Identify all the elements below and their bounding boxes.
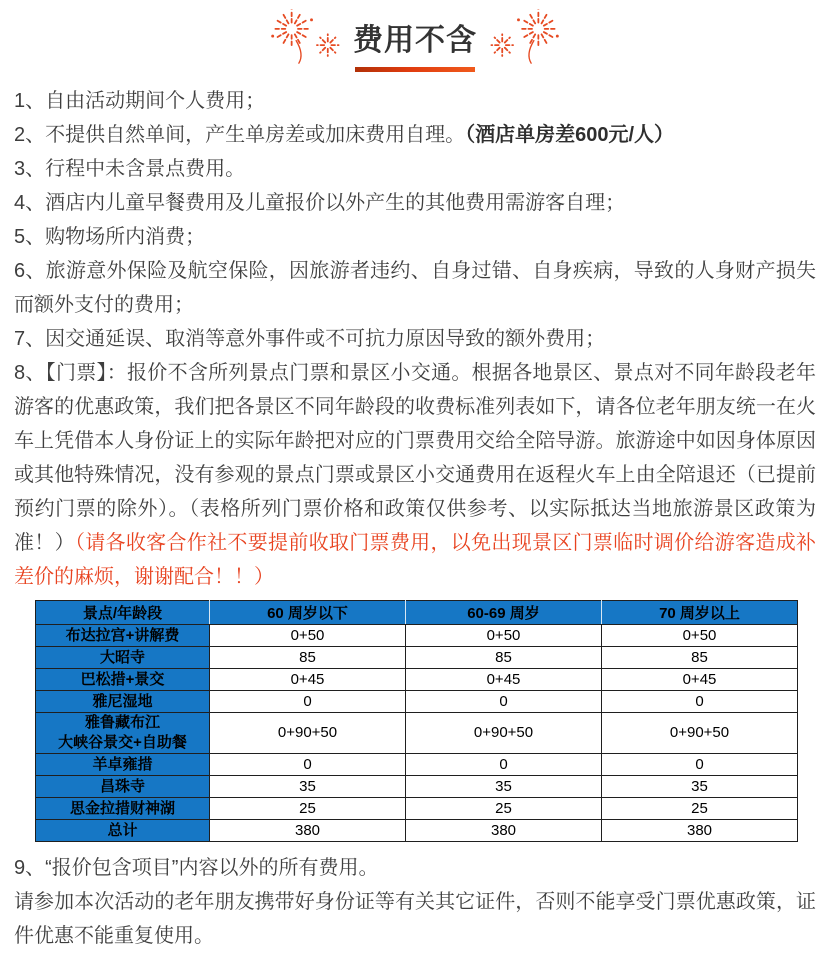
price-cell: 35: [602, 776, 798, 798]
table-row: [36, 647, 798, 669]
price-cell: 0+45: [602, 669, 798, 691]
price-cell: 0: [210, 691, 406, 713]
price-cell: 25: [602, 798, 798, 820]
price-cell: 0: [602, 691, 798, 713]
price-cell: 85: [406, 647, 602, 669]
list-item-3: [14, 152, 816, 186]
item-text: 9、“报价包含项目”内容以外的所有费用。: [14, 857, 379, 879]
price-cell: 380: [406, 820, 602, 842]
table-row: [36, 776, 798, 798]
price-cell: 0: [406, 691, 602, 713]
list-item-7: [14, 322, 816, 356]
row-label: 思金拉措财神湖: [36, 798, 210, 820]
item-text: 5、购物场所内消费；: [14, 226, 206, 248]
list-item-4: [14, 186, 816, 220]
fireworks-icon: [482, 9, 564, 65]
col-header-under60: 60 周岁以下: [210, 601, 406, 625]
item-text: 1、自由活动期间个人费用；: [14, 90, 266, 112]
page-header: [14, 8, 816, 66]
price-cell: 0+90+50: [406, 713, 602, 754]
price-cell: 0+50: [406, 625, 602, 647]
item-text: 4、酒店内儿童早餐费用及儿童报价以外产生的其他费用需游客自理；: [14, 192, 626, 214]
row-label-line2: 大峡谷景交+自助餐: [58, 734, 187, 751]
item-red-note: （请各收客合作社不要提前收取门票费用，以免出现景区门票临时调价给游客造成补差价的麻烦，谢谢配合！！）: [14, 532, 817, 588]
price-cell: 0+90+50: [602, 713, 798, 754]
price-cell: 85: [602, 647, 798, 669]
item-text: 8、【门票】：报价不含所列景点门票和景区小交通。根据各地景区、景点对不同年龄段老年游客的优惠政策，我们把各景区不同年龄段的收费标准列表如下，请各位老年朋友统一在火车上凭借本人身份证上的实际年龄把对应的门票费用交给全陪导游。旅游途中如因身体原因或其他特殊情况，没有参观的景点门票或景区小交通费用在返程火车上由全陪退还（已提前预约门票的除外）。（表格所列门票价格和政策仅供参考、以实际抵达当地旅游景区政策为准！）: [14, 362, 816, 554]
list-item-9: [14, 851, 816, 885]
col-header-60to69: 60-69 周岁: [406, 601, 602, 625]
row-label: 总计: [36, 820, 210, 842]
price-cell: 0: [406, 754, 602, 776]
table-row: [36, 691, 798, 713]
price-cell: 85: [210, 647, 406, 669]
row-label: 大昭寺: [36, 647, 210, 669]
table-row: [36, 669, 798, 691]
price-cell: 25: [406, 798, 602, 820]
item-text: 请参加本次活动的老年朋友携带好身份证等有关其它证件，否则不能享受门票优惠政策，证件优惠不能重复使用。: [14, 891, 816, 947]
price-cell: 0+50: [602, 625, 798, 647]
footer-notice: [14, 885, 816, 953]
fireworks-icon: [266, 9, 348, 65]
col-header-attraction: 景点/年龄段: [36, 601, 210, 625]
price-cell: 0+50: [210, 625, 406, 647]
list-item-2: [14, 118, 816, 152]
ticket-price-table: [35, 600, 798, 842]
price-cell: 380: [602, 820, 798, 842]
row-label: 昌珠寺: [36, 776, 210, 798]
table-row: [36, 713, 798, 754]
row-label: 布达拉宫+讲解费: [36, 625, 210, 647]
price-cell: 0+45: [210, 669, 406, 691]
row-label: 羊卓雍措: [36, 754, 210, 776]
item-text: 6、旅游意外保险及航空保险，因旅游者违约、自身过错、自身疾病，导致的人身财产损失而额外支付的费用；: [14, 260, 816, 316]
table-row-total: [36, 820, 798, 842]
price-cell: 35: [406, 776, 602, 798]
table-row: [36, 625, 798, 647]
row-label: 巴松措+景交: [36, 669, 210, 691]
list-item-8: [14, 356, 816, 594]
table-row: [36, 754, 798, 776]
table-header-row: [36, 601, 798, 625]
price-cell: 0+45: [406, 669, 602, 691]
item-text: 2、不提供自然单间，产生单房差或加床费用自理。: [14, 124, 466, 146]
price-cell: 35: [210, 776, 406, 798]
col-header-over70: 70 周岁以上: [602, 601, 798, 625]
price-cell: 380: [210, 820, 406, 842]
item-text: 7、因交通延误、取消等意外事件或不可抗力原因导致的额外费用；: [14, 328, 606, 350]
title-underline: [355, 67, 475, 72]
item-bold-note: （酒店单房差600元/人）: [465, 124, 675, 146]
list-item-5: [14, 220, 816, 254]
item-text: 3、行程中未含景点费用。: [14, 158, 246, 180]
list-item-1: [14, 84, 816, 118]
row-label: [36, 713, 210, 754]
row-label: 雅尼湿地: [36, 691, 210, 713]
page-title: 费用不含: [353, 24, 477, 57]
table-row: [36, 798, 798, 820]
price-cell: 25: [210, 798, 406, 820]
row-label-line1: 雅鲁藏布江: [84, 714, 160, 731]
price-cell: 0+90+50: [210, 713, 406, 754]
price-cell: 0: [602, 754, 798, 776]
price-cell: 0: [210, 754, 406, 776]
list-item-6: [14, 254, 816, 322]
